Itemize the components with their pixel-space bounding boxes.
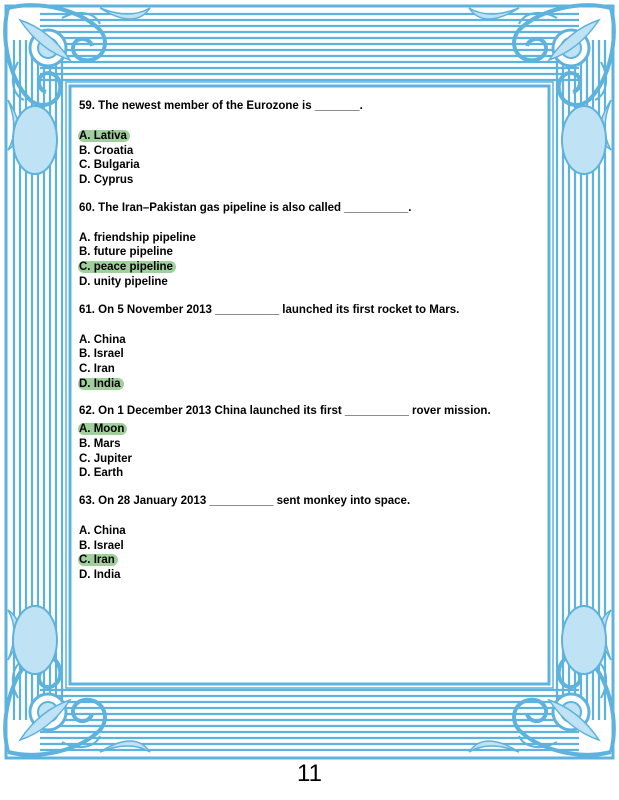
highlighted-answer: A. Lativa bbox=[78, 130, 130, 142]
options-list bbox=[79, 231, 549, 290]
option-a: A. friendship pipeline bbox=[79, 231, 196, 244]
option-a bbox=[79, 129, 549, 144]
option-d bbox=[79, 377, 549, 392]
question-text: 63. On 28 January 2013 __________ sent monkey into space. bbox=[79, 495, 411, 507]
highlighted-answer: C. Iran bbox=[78, 554, 118, 566]
option-c: C. Jupiter bbox=[79, 452, 133, 465]
question-61 bbox=[79, 303, 549, 392]
option-c: C. Iran bbox=[79, 362, 115, 375]
question-text: 60. The Iran–Pakistan gas pipeline is also called __________. bbox=[79, 201, 412, 214]
question-62 bbox=[79, 404, 549, 481]
option-d: D. India bbox=[79, 569, 121, 582]
option-b: B. Mars bbox=[79, 437, 121, 450]
option-d: D. Earth bbox=[79, 467, 124, 480]
option-d: D. unity pipeline bbox=[79, 275, 168, 288]
option-b: B. Croatia bbox=[79, 144, 134, 157]
option-b: B. Israel bbox=[79, 539, 124, 552]
highlighted-answer: C. peace pipeline bbox=[78, 261, 176, 273]
question-60 bbox=[79, 201, 549, 290]
option-b: B. Israel bbox=[79, 348, 124, 361]
question-63 bbox=[79, 494, 549, 583]
options-list bbox=[79, 524, 549, 583]
highlighted-answer: D. India bbox=[78, 378, 124, 390]
option-c bbox=[79, 553, 549, 568]
option-a: A. China bbox=[79, 525, 126, 537]
option-a: A. China bbox=[79, 333, 126, 346]
option-d: D. Cyprus bbox=[79, 174, 134, 187]
quiz-content bbox=[79, 99, 549, 596]
question-text: 59. The newest member of the Eurozone is _______. bbox=[79, 100, 363, 112]
page-number: 11 bbox=[297, 760, 322, 787]
options-list bbox=[79, 333, 549, 392]
highlighted-answer: A. Moon bbox=[78, 423, 127, 435]
question-text: 62. On 1 December 2013 China launched its first __________ rover mission. bbox=[79, 405, 491, 418]
options-list bbox=[79, 129, 549, 188]
options-list bbox=[79, 422, 549, 481]
question-text: 61. On 5 November 2013 __________ launched its first rocket to Mars. bbox=[79, 303, 460, 316]
question-59 bbox=[79, 99, 549, 188]
option-a bbox=[79, 422, 549, 437]
option-c bbox=[79, 260, 549, 275]
option-c: C. Bulgaria bbox=[79, 159, 140, 172]
option-b: B. future pipeline bbox=[79, 246, 173, 259]
